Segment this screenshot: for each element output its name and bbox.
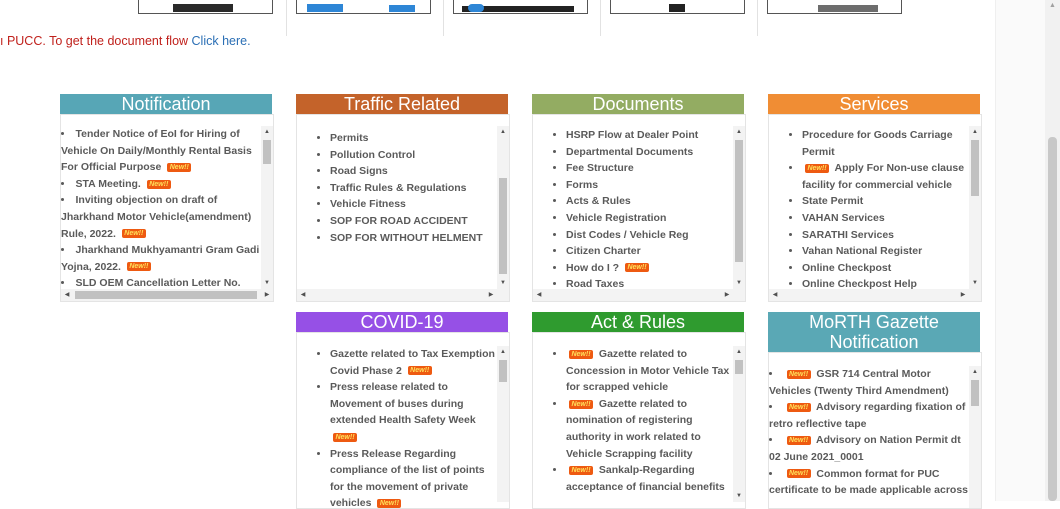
- covid-19-title: COVID-19: [296, 312, 508, 332]
- vertical-scrollbar[interactable]: [497, 126, 509, 289]
- list-item[interactable]: • SOP FOR ROAD ACCIDENT: [330, 213, 496, 230]
- scroll-left-icon[interactable]: ◀: [772, 292, 778, 298]
- list-item[interactable]: • Procedure for Goods Carriage Permit: [802, 127, 968, 160]
- list-item[interactable]: • Vehicle Fitness: [330, 196, 496, 213]
- top-icon-computer[interactable]: [767, 0, 902, 14]
- scroll-down-icon[interactable]: ▼: [264, 280, 270, 286]
- new-badge: New!!: [147, 180, 171, 189]
- list-item[interactable]: • Vahan National Register: [802, 243, 968, 260]
- notice-text: ı PUCC. To get the document flow: [0, 34, 192, 48]
- scroll-down-icon[interactable]: ▼: [736, 280, 742, 286]
- computer-icon: [818, 5, 878, 12]
- list-item[interactable]: • New!! Apply For Non-use clause facility for commercial vehicle: [802, 160, 968, 193]
- scroll-up-icon[interactable]: ▲: [736, 129, 742, 135]
- monitor-icon: [669, 4, 685, 12]
- new-badge: New!!: [122, 229, 146, 238]
- scroll-thumb[interactable]: [735, 140, 743, 262]
- scroll-down-icon[interactable]: ▼: [736, 493, 742, 499]
- scroll-right-icon[interactable]: ▶: [264, 292, 270, 298]
- list-item[interactable]: • Permits: [330, 130, 496, 147]
- scroll-up-icon[interactable]: ▲: [500, 349, 506, 355]
- document-flow-notice: [0, 34, 251, 48]
- list-item[interactable]: • Fee Structure: [566, 160, 732, 177]
- covid-19-panel: [296, 332, 510, 509]
- scroll-up-icon[interactable]: ▲: [736, 349, 742, 355]
- scroll-thumb[interactable]: [971, 380, 979, 406]
- list-item[interactable]: • New!! Common format for PUC certificate to be made applicable across: [769, 466, 968, 499]
- horizontal-scrollbar[interactable]: [769, 289, 981, 301]
- new-badge: New!!: [787, 469, 811, 478]
- list-item[interactable]: • Online Checkpost Help: [802, 276, 968, 289]
- notification-panel: [60, 114, 274, 302]
- scroll-right-icon[interactable]: ▶: [724, 292, 730, 298]
- scroll-up-icon[interactable]: ▲: [264, 129, 270, 135]
- act-rules-panel: [532, 332, 746, 509]
- horizontal-scrollbar[interactable]: [61, 289, 273, 301]
- vertical-scrollbar[interactable]: [733, 346, 745, 502]
- list-item[interactable]: • Acts & Rules: [566, 193, 732, 210]
- list-item[interactable]: • Road Signs: [330, 163, 496, 180]
- scroll-thumb[interactable]: [735, 360, 743, 374]
- divider: [757, 0, 758, 36]
- horizontal-scrollbar[interactable]: [533, 289, 745, 301]
- new-badge: New!!: [569, 466, 593, 475]
- new-badge: New!!: [625, 263, 649, 272]
- scroll-thumb[interactable]: [499, 178, 507, 274]
- top-icon-monitor[interactable]: [610, 0, 745, 14]
- list-item[interactable]: • STA Meeting. New!!: [61, 176, 260, 193]
- top-icon-inspection[interactable]: [138, 0, 273, 14]
- scroll-up-icon[interactable]: ▲: [972, 129, 978, 135]
- new-badge: New!!: [787, 370, 811, 379]
- scroll-up-icon[interactable]: ▲: [500, 129, 506, 135]
- vertical-scrollbar[interactable]: [497, 346, 509, 502]
- divider: [286, 0, 287, 36]
- inspection-icon: [173, 4, 233, 12]
- gazette-title-line-1: MoRTH Gazette: [809, 312, 939, 332]
- list-item[interactable]: • Citizen Charter: [566, 243, 732, 260]
- new-badge: New!!: [569, 400, 593, 409]
- list-item[interactable]: • New!! Advisory regarding fixation of retro reflective tape: [769, 399, 968, 432]
- services-title: Services: [768, 94, 980, 114]
- scroll-right-icon[interactable]: ▶: [960, 292, 966, 298]
- list-item[interactable]: • Gazette related to Tax Exemption Covid Phase 2 New!!: [330, 346, 496, 379]
- documents-panel: [532, 114, 746, 302]
- list-item[interactable]: • How do I ? New!!: [566, 260, 732, 277]
- list-item[interactable]: • Press Release Regarding compliance of the list of points for the movement of private vehicles New!!: [330, 446, 496, 508]
- list-item[interactable]: • Traffic Rules & Regulations: [330, 180, 496, 197]
- new-badge: New!!: [805, 164, 829, 173]
- gazette-title-line-2: Notification: [829, 332, 919, 352]
- documents-title: Documents: [532, 94, 744, 114]
- list-item[interactable]: • New!! Gazette related to nomination of registering authority in work related to Vehicle Scrapping facility: [566, 396, 732, 462]
- scroll-down-icon[interactable]: ▼: [972, 280, 978, 286]
- vehicle-icon: [307, 4, 343, 12]
- scroll-left-icon[interactable]: ◀: [64, 292, 70, 298]
- new-badge: New!!: [787, 403, 811, 412]
- scroll-thumb[interactable]: [971, 140, 979, 196]
- list-item[interactable]: • New!! Sankalp-Regarding acceptance of financial benefits: [566, 462, 732, 495]
- scroll-thumb[interactable]: [499, 360, 507, 382]
- morth-gazette-title: [768, 312, 980, 352]
- scroll-thumb[interactable]: [263, 140, 271, 164]
- page-scroll-thumb[interactable]: [1048, 137, 1057, 501]
- list-item[interactable]: • Online Checkpost: [802, 260, 968, 277]
- list-item[interactable]: • Jharkhand Mukhyamantri Gram Gadi Yojna, 2022. New!!: [61, 242, 260, 275]
- list-item[interactable]: • Forms: [566, 177, 732, 194]
- list-item[interactable]: • Departmental Documents: [566, 144, 732, 161]
- scroll-down-icon[interactable]: ▼: [500, 280, 506, 286]
- top-icon-car[interactable]: [453, 0, 588, 14]
- list-item[interactable]: • Press release related to Movement of buses during extended Health Safety Week New!!: [330, 379, 496, 445]
- document-flow-link[interactable]: Click here.: [191, 34, 251, 48]
- act-rules-title: Act & Rules: [532, 312, 744, 332]
- services-panel: [768, 114, 982, 302]
- scroll-up-icon[interactable]: ▲: [1049, 2, 1056, 9]
- list-item[interactable]: • SARATHI Services: [802, 227, 968, 244]
- car-icon-wheel: [468, 4, 484, 12]
- vertical-scrollbar[interactable]: [969, 126, 981, 289]
- list-item[interactable]: • State Permit: [802, 193, 968, 210]
- list-item[interactable]: • Inviting objection on draft of Jharkhand Motor Vehicle(amendment) Rule, 2022. New!!: [61, 192, 260, 242]
- top-icon-vehicle[interactable]: [296, 0, 431, 14]
- list-item[interactable]: • Pollution Control: [330, 147, 496, 164]
- scroll-right-icon[interactable]: ▶: [488, 292, 494, 298]
- scroll-left-icon[interactable]: ◀: [536, 292, 542, 298]
- list-item[interactable]: • Tender Notice of EoI for Hiring of Vehicle On Daily/Monthly Rental Basis For Official Purpose New!!: [61, 126, 260, 176]
- notification-title: Notification: [60, 94, 272, 114]
- new-badge: New!!: [787, 436, 811, 445]
- vertical-scrollbar[interactable]: [733, 126, 745, 289]
- vertical-scrollbar[interactable]: [969, 366, 981, 508]
- traffic-related-panel: [296, 114, 510, 302]
- list-item[interactable]: • SOP FOR WITHOUT HELMENT: [330, 230, 496, 247]
- new-badge: New!!: [377, 499, 401, 508]
- traffic-related-title: Traffic Related: [296, 94, 508, 114]
- vertical-scrollbar[interactable]: [261, 126, 273, 289]
- new-badge: New!!: [333, 433, 357, 442]
- list-item[interactable]: • HSRP Flow at Dealer Point: [566, 127, 732, 144]
- list-item[interactable]: • New!! Advisory on Nation Permit dt 02 June 2021_0001: [769, 432, 968, 465]
- divider: [600, 0, 601, 36]
- scroll-thumb[interactable]: [75, 291, 257, 299]
- list-item[interactable]: • Vehicle Registration: [566, 210, 732, 227]
- new-badge: New!!: [167, 163, 191, 172]
- new-badge: New!!: [408, 366, 432, 375]
- list-item[interactable]: • New!! Gazette related to Concession in Motor Vehicle Tax for scrapped vehicle: [566, 346, 732, 396]
- new-badge: New!!: [569, 350, 593, 359]
- vehicle-icon-part: [389, 5, 415, 12]
- list-item[interactable]: • VAHAN Services: [802, 210, 968, 227]
- scroll-left-icon[interactable]: ◀: [300, 292, 306, 298]
- list-item[interactable]: • New!! GSR 714 Central Motor Vehicles (Twenty Third Amendment): [769, 366, 968, 399]
- page-scrollbar[interactable]: [1045, 0, 1060, 501]
- scroll-up-icon[interactable]: ▲: [972, 369, 978, 375]
- divider: [443, 0, 444, 36]
- list-item[interactable]: • Dist Codes / Vehicle Reg: [566, 227, 732, 244]
- list-item[interactable]: • Road Taxes: [566, 276, 732, 289]
- new-badge: New!!: [127, 262, 151, 271]
- horizontal-scrollbar[interactable]: [297, 289, 509, 301]
- morth-gazette-panel: [768, 352, 982, 509]
- page-margin: [995, 0, 1046, 501]
- list-item[interactable]: • SLD OEM Cancellation Letter No.: [61, 275, 260, 289]
